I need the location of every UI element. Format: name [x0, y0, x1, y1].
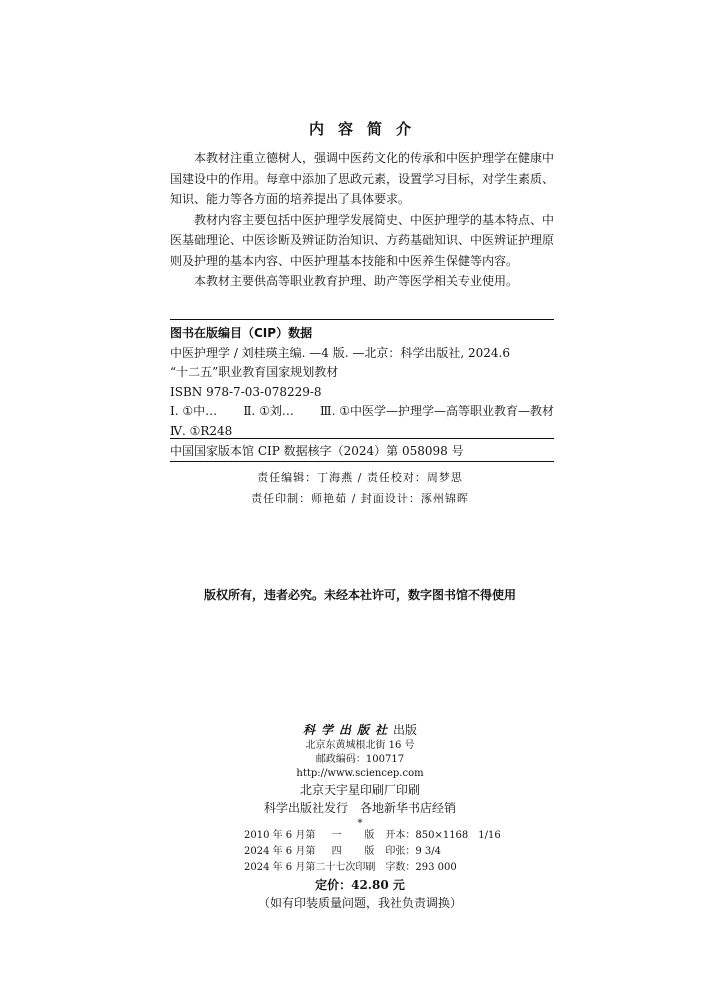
edition-number: 一 — [331, 830, 342, 841]
summary-paragraph: 本教材注重立德树人，强调中医药文化的传承和中医护理学在健康中国建设中的作用。每章中添加了思政元素，设置学习目标，对学生素质、知识、能力等各方面的培养提出了具体要求。 — [170, 151, 555, 206]
cip-heading: 图书在版编目（CIP）数据 — [170, 326, 313, 340]
edition-type: 版 — [364, 830, 375, 841]
cip-top-rule — [170, 319, 554, 320]
publisher-name-logo: 科学出版社 — [302, 723, 393, 737]
publisher-address: 北京东黄城根北街 16 号 — [305, 740, 415, 751]
cip-bottom-rule — [170, 461, 554, 462]
summary-body — [170, 148, 554, 292]
summary-title: 内容简介 — [308, 120, 425, 138]
edition-number: 四 — [331, 846, 342, 857]
edition-row — [244, 844, 501, 860]
edition-date: 2024 年 6 月第二十七次印刷 — [244, 862, 376, 873]
distribution-line: 科学出版社发行 各地新华书店经销 — [263, 801, 456, 815]
edition-type: 版 — [364, 846, 375, 857]
publisher-url: http://www.sciencep.com — [296, 768, 424, 779]
edition-table — [244, 828, 501, 876]
publisher-block — [0, 722, 720, 831]
copyright-notice: 版权所有，违者必究。未经本社许可，数字图书馆不得使用 — [203, 588, 516, 602]
spec-value: 293 000 — [415, 862, 457, 873]
edition-row — [244, 860, 501, 876]
cip-class-part: Ⅲ. ①中医学—护理学—高等职业教育—教材 — [320, 404, 554, 418]
spec-value: 850×1168 1/16 — [415, 830, 501, 841]
spec-label: 开本： — [385, 830, 416, 841]
publisher-name-suffix: 出版 — [393, 723, 418, 737]
edition-row — [244, 828, 501, 844]
cip-title-line: 中医护理学 / 刘桂瑛主编. —4 版. —北京：科学出版社, 2024.6 — [170, 345, 510, 360]
cip-classification — [170, 402, 554, 422]
printer-line: 北京天宇星印刷厂印刷 — [299, 783, 420, 797]
summary-paragraph: 本教材主要供高等职业教育护理、助产等医学相关专业使用。 — [194, 274, 519, 288]
cip-isbn: ISBN 978-7-03-078229-8 — [170, 384, 322, 399]
cip-class-number: Ⅳ. ①R248 — [170, 423, 233, 438]
publisher-name-line — [0, 722, 720, 739]
separator-star: * — [357, 818, 363, 829]
cip-class-part: Ⅱ. ①刘… — [243, 404, 294, 418]
cip-verify-line: 中国国家版本馆 CIP 数据核字（2024）第 058098 号 — [170, 444, 464, 458]
cip-middle-rule — [170, 438, 554, 439]
edition-date: 2024 年 6 月第 — [244, 846, 316, 857]
spec-label: 字数： — [385, 862, 416, 873]
cip-data-block — [170, 324, 554, 441]
replacement-note: （如有印装质量问题，我社负责调换） — [257, 896, 462, 910]
credits-production: 责任印制：师艳茹 / 封面设计：涿州锦晖 — [251, 492, 469, 505]
edition-date: 2010 年 6 月第 — [244, 830, 316, 841]
publisher-postcode: 邮政编码：100717 — [315, 754, 405, 765]
price: 定价：42.80 元 — [315, 878, 405, 892]
spec-value: 9 3/4 — [415, 846, 441, 857]
cip-class-part: Ⅰ. ①中… — [170, 404, 218, 418]
cip-series-line: “十二五”职业教育国家规划教材 — [170, 365, 339, 379]
summary-paragraph: 教材内容主要包括中医护理学发展简史、中医护理学的基本特点、中医基础理论、中医诊断及辨证防治知识、方药基础知识、中医辨证护理原则及护理的基本内容、中医护理基本技能和中医养生保健等内容。 — [170, 212, 555, 268]
credits-editors: 责任编辑：丁海燕 / 责任校对：周梦思 — [257, 471, 463, 484]
spec-label: 印张： — [385, 846, 416, 857]
